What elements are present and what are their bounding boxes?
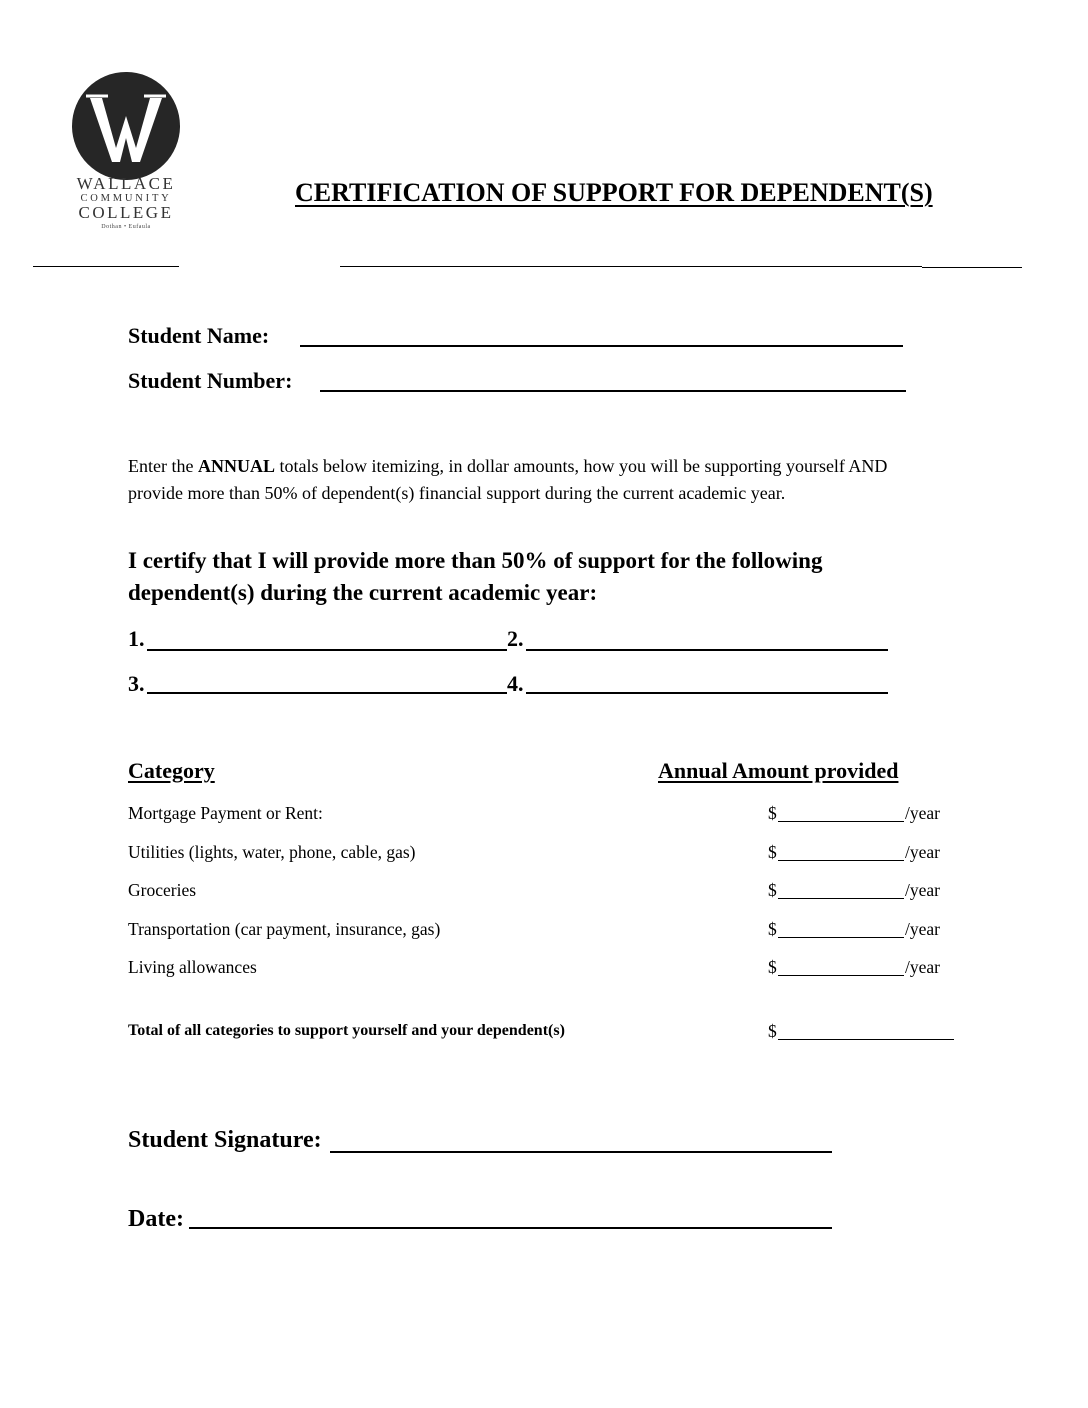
w-monogram-icon <box>72 72 180 180</box>
row-label-groceries: Groceries <box>128 880 197 900</box>
dependent-4-label: 4. <box>507 671 524 696</box>
row-label-living: Living allowances <box>128 957 257 977</box>
total-currency: $ <box>768 1021 777 1041</box>
logo-tagline: Dothan • Eufaula <box>101 224 151 230</box>
total-amount-field[interactable] <box>778 1039 954 1040</box>
row-label-mortgage: Mortgage Payment or Rent: <box>128 803 323 823</box>
row-currency-living: $ <box>768 957 777 977</box>
amount-field-groceries[interactable] <box>778 898 904 899</box>
logo-name-line3: COLLEGE <box>78 203 174 222</box>
header-rule-left <box>33 266 179 267</box>
dependent-1-label: 1. <box>128 626 145 651</box>
amount-field-transportation[interactable] <box>778 937 904 938</box>
amount-field-utilities[interactable] <box>778 860 904 861</box>
row-label-transportation: Transportation (car payment, insurance, gas) <box>128 919 441 939</box>
category-header: Category <box>128 758 215 783</box>
row-label-utilities: Utilities (lights, water, phone, cable, gas) <box>128 842 416 862</box>
intro-text-bold: ANNUAL <box>197 456 275 476</box>
intro-paragraph <box>128 453 918 506</box>
amount-field-mortgage[interactable] <box>778 821 904 822</box>
row-per-transportation: /year <box>905 919 940 939</box>
dependent-2-label: 2. <box>507 626 524 651</box>
row-per-utilities: /year <box>905 842 940 862</box>
intro-text-start: Enter the <box>128 456 198 476</box>
amount-field-living[interactable] <box>778 975 904 976</box>
logo-name-line2: COMMUNITY <box>80 193 172 204</box>
logo-name-line1: WALLACE <box>76 174 176 193</box>
dependent-3-label: 3. <box>128 671 145 696</box>
dependent-2-field[interactable] <box>526 649 888 651</box>
student-number-field[interactable] <box>320 390 906 392</box>
row-per-living: /year <box>905 957 940 977</box>
row-per-groceries: /year <box>905 880 940 900</box>
form-title: CERTIFICATION OF SUPPORT FOR DEPENDENT(S) <box>295 178 933 207</box>
student-name-label: Student Name: <box>128 323 270 348</box>
row-per-mortgage: /year <box>905 803 940 823</box>
row-currency-transportation: $ <box>768 919 777 939</box>
signature-label: Student Signature: <box>128 1127 322 1153</box>
header-rule-middle <box>340 266 922 267</box>
logo-emblem <box>72 72 180 180</box>
dependent-1-field[interactable] <box>147 649 507 651</box>
date-field[interactable] <box>189 1227 832 1229</box>
dependent-4-field[interactable] <box>526 692 888 694</box>
row-currency-mortgage: $ <box>768 803 777 823</box>
total-label: Total of all categories to support yourself and your dependent(s) <box>128 1022 565 1039</box>
college-logo <box>70 72 182 234</box>
row-currency-utilities: $ <box>768 842 777 862</box>
student-name-field[interactable] <box>300 345 903 347</box>
header-rule-right <box>922 267 1022 268</box>
dependent-3-field[interactable] <box>147 692 507 694</box>
annual-amount-header: Annual Amount provided <box>658 758 899 783</box>
certify-statement: I certify that I will provide more than 50% of support for the following dependent(s) during the current academic year: <box>128 548 823 605</box>
student-number-label: Student Number: <box>128 368 293 393</box>
intro-text-end: totals below itemizing, in dollar amounts, how you will be supporting yourself AND provide more than 50% of dependent(s) financial support during the current academic year. <box>128 456 888 503</box>
row-currency-groceries: $ <box>768 880 777 900</box>
signature-field[interactable] <box>330 1151 832 1153</box>
date-label: Date: <box>128 1206 184 1232</box>
